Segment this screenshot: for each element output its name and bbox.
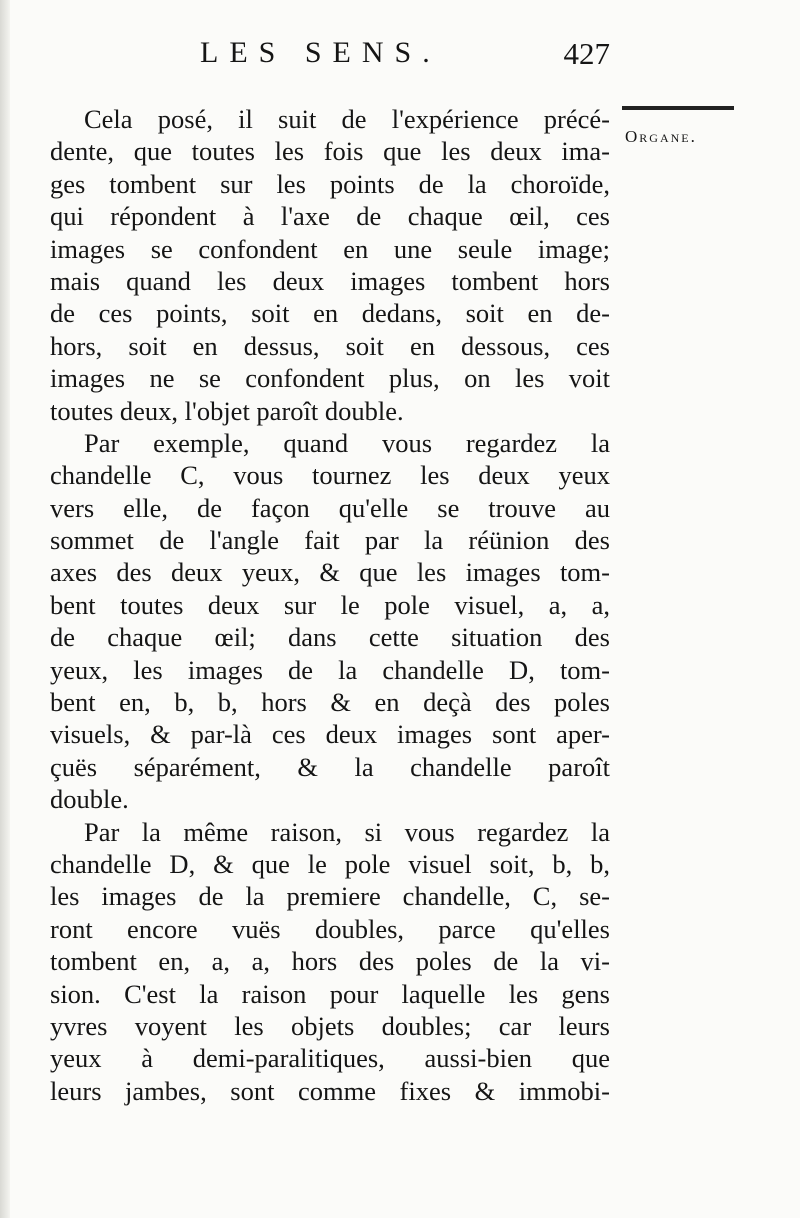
text-line: çuës séparément, & la chandelle paroît xyxy=(50,751,610,782)
text-line: tombent en, a, a, hors des poles de la vi- xyxy=(50,946,610,977)
text-line: yvres voyent les objets doubles; car leurs xyxy=(50,1010,610,1041)
page-number: 427 xyxy=(563,36,610,71)
text-line: ront encore vuës doubles, parce qu'elles xyxy=(50,913,610,944)
text-line: Cela posé, il suit de l'expérience précé- xyxy=(84,104,610,134)
text-line: yeux, les images de la chandelle D, tom- xyxy=(50,654,610,685)
text-line: Par la même raison, si vous regardez la xyxy=(84,816,610,847)
text-line: images ne se confondent plus, on les voit xyxy=(50,363,610,394)
text-line: hors, soit en dessus, soit en dessous, ces xyxy=(50,330,610,361)
text-line: Par exemple, quand vous regardez la xyxy=(84,427,610,458)
margin-note: Organe. xyxy=(625,127,697,146)
text-line: chandelle C, vous tournez les deux yeux xyxy=(50,460,610,491)
text-line: de chaque œil; dans cette situation des xyxy=(50,622,610,653)
text-line: bent en, b, b, hors & en deçà des poles xyxy=(50,687,610,718)
text-line: sommet de l'angle fait par la réünion des xyxy=(50,525,610,556)
text-line: de ces points, soit en dedans, soit en de- xyxy=(50,298,610,329)
text-line: axes des deux yeux, & que les images tom- xyxy=(50,557,610,588)
page-edge-shadow xyxy=(0,0,10,1218)
text-line: qui répondent à l'axe de chaque œil, ces xyxy=(50,201,610,232)
text-line: mais quand les deux images tombent hors xyxy=(50,265,610,296)
text-line: toutes deux, l'objet paroît double. xyxy=(50,395,404,426)
text-line: bent toutes deux sur le pole visuel, a, a, xyxy=(50,589,610,620)
text-line: visuels, & par-là ces deux images sont aper- xyxy=(50,719,610,750)
text-line: leurs jambes, sont comme fixes & immobi- xyxy=(50,1075,610,1106)
text-line: images se confondent en une seule image; xyxy=(50,233,610,264)
text-line: ges tombent sur les points de la choroïde, xyxy=(50,168,610,199)
text-line: sion. C'est la raison pour laquelle les gens xyxy=(50,978,610,1009)
text-line: les images de la premiere chandelle, C, se- xyxy=(50,881,610,912)
text-line: double. xyxy=(50,784,129,815)
text-line: dente, que toutes les fois que les deux ima- xyxy=(50,136,610,167)
margin-rule xyxy=(622,106,734,110)
text-line: vers elle, de façon qu'elle se trouve au xyxy=(50,492,610,523)
text-line: yeux à demi-paralitiques, aussi-bien que xyxy=(50,1043,610,1074)
text-line: chandelle D, & que le pole visuel soit, b, b, xyxy=(50,848,610,879)
page-header xyxy=(50,36,610,76)
body-text xyxy=(50,103,610,1107)
running-title: LES SENS. xyxy=(200,36,441,69)
